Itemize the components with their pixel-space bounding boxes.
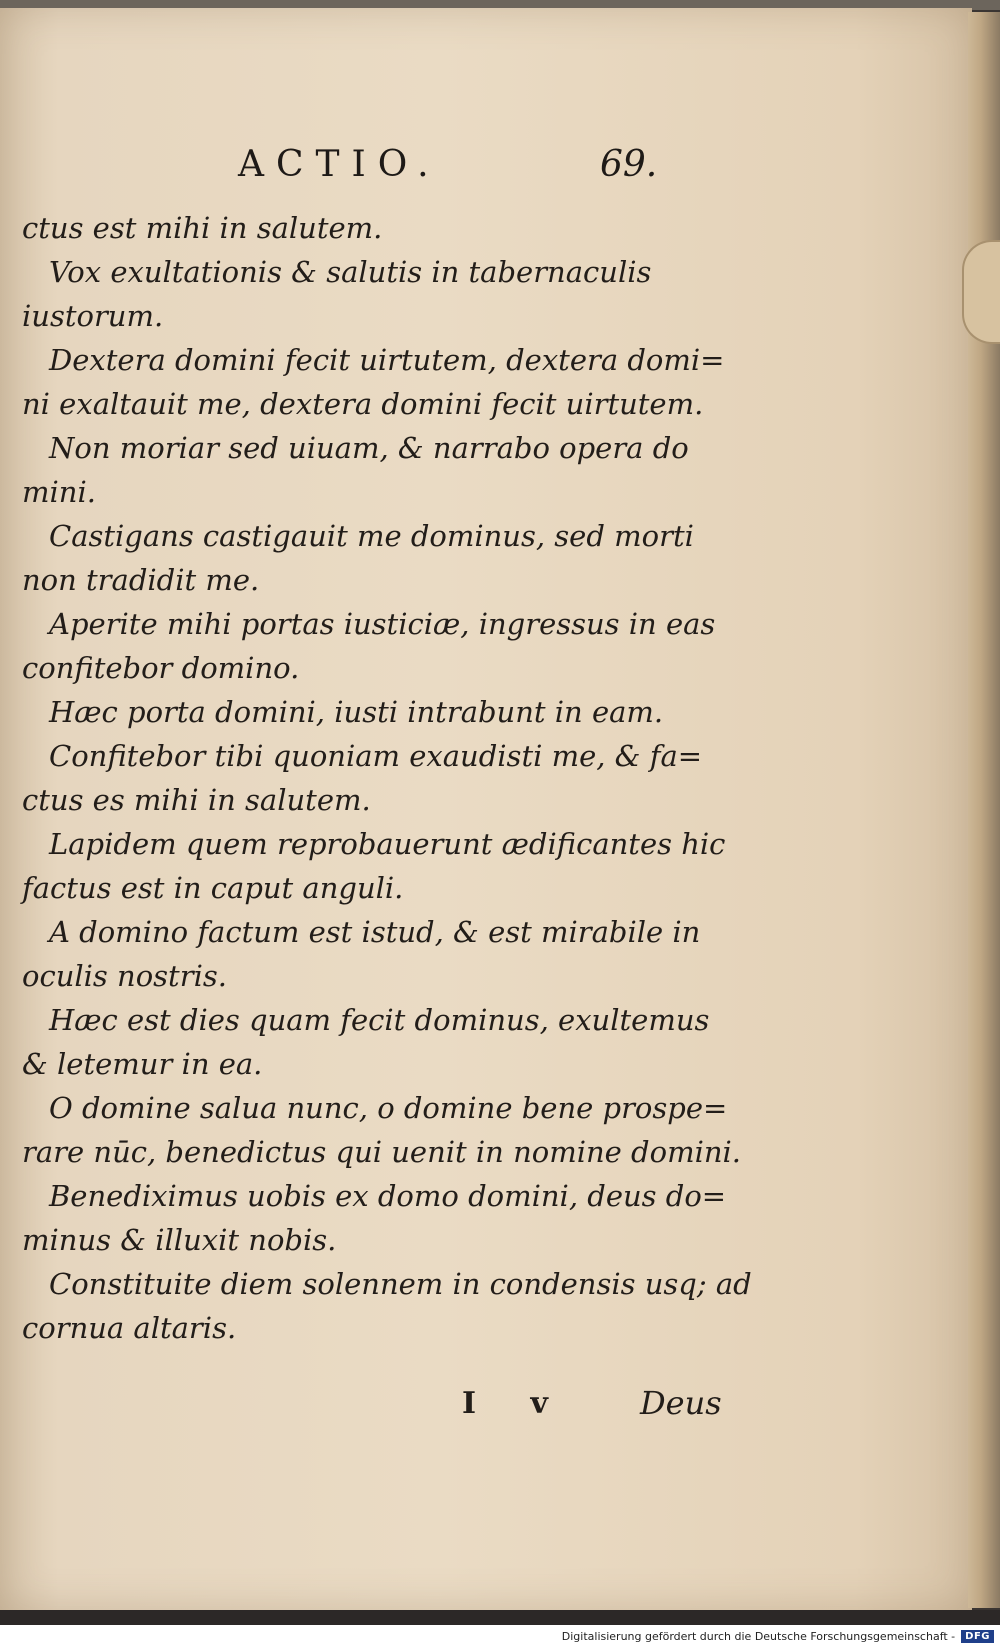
page-number: 69. [600, 144, 658, 185]
text-line: ctus est mihi in salutem. [22, 211, 383, 245]
text-line: ni exaltauit me, dextera domini fecit uirtutem. [22, 387, 704, 421]
text-line: Vox exultationis & salutis in tabernaculis [49, 255, 652, 289]
text-line: rare nūc, benedictus qui uenit in nomine domini. [22, 1135, 742, 1169]
credit-text: Digitalisierung gefördert durch die Deutsche Forschungsgemeinschaft - [561, 1629, 956, 1643]
text-line: ctus es mihi in salutem. [22, 783, 371, 817]
text-line: Benediximus uobis ex domo domini, deus do= [49, 1179, 727, 1213]
text-line: cornua altaris. [22, 1311, 237, 1345]
page-header [0, 144, 972, 194]
text-line: O domine salua nunc, o domine bene prospe= [49, 1091, 728, 1125]
text-line: & letemur in ea. [22, 1047, 263, 1081]
text-line: Non moriar sed uiuam, & narrabo opera do [49, 431, 689, 465]
text-line: confitebor domino. [22, 651, 300, 685]
text-line: Dextera domini fecit uirtutem, dextera domi= [49, 343, 725, 377]
text-line: iustorum. [22, 299, 164, 333]
catchword: Deus [640, 1384, 722, 1422]
dfg-logo: DFG [961, 1630, 994, 1643]
text-line: non tradidit me. [22, 563, 260, 597]
text-line: Hæc est dies quam fecit dominus, exultemus [49, 1003, 710, 1037]
page-tab [962, 240, 1000, 344]
scan-bottom-border [0, 1610, 1000, 1625]
text-line: Constituite diem solennem in condensis usq; ad [49, 1267, 752, 1301]
body-text [22, 206, 752, 1350]
text-line: Aperite mihi portas iusticiæ, ingressus in eas [49, 607, 716, 641]
text-line: oculis nostris. [22, 959, 227, 993]
credit-bar [0, 1625, 1000, 1647]
book-page [0, 8, 972, 1610]
text-line: Lapidem quem reprobauerunt ædificantes hic [49, 827, 726, 861]
text-line: Hæc porta domini, iusti intrabunt in eam. [49, 695, 664, 729]
text-line: factus est in caput anguli. [22, 871, 404, 905]
text-line: A domino factum est istud, & est mirabile in [49, 915, 701, 949]
text-line: mini. [22, 475, 96, 509]
signature-mark: I v [462, 1386, 570, 1421]
running-head: ACTIO. [238, 144, 441, 185]
text-line: minus & illuxit nobis. [22, 1223, 337, 1257]
text-line: Castigans castigauit me dominus, sed morti [49, 519, 694, 553]
text-line: Confitebor tibi quoniam exaudisti me, & fa= [49, 739, 703, 773]
